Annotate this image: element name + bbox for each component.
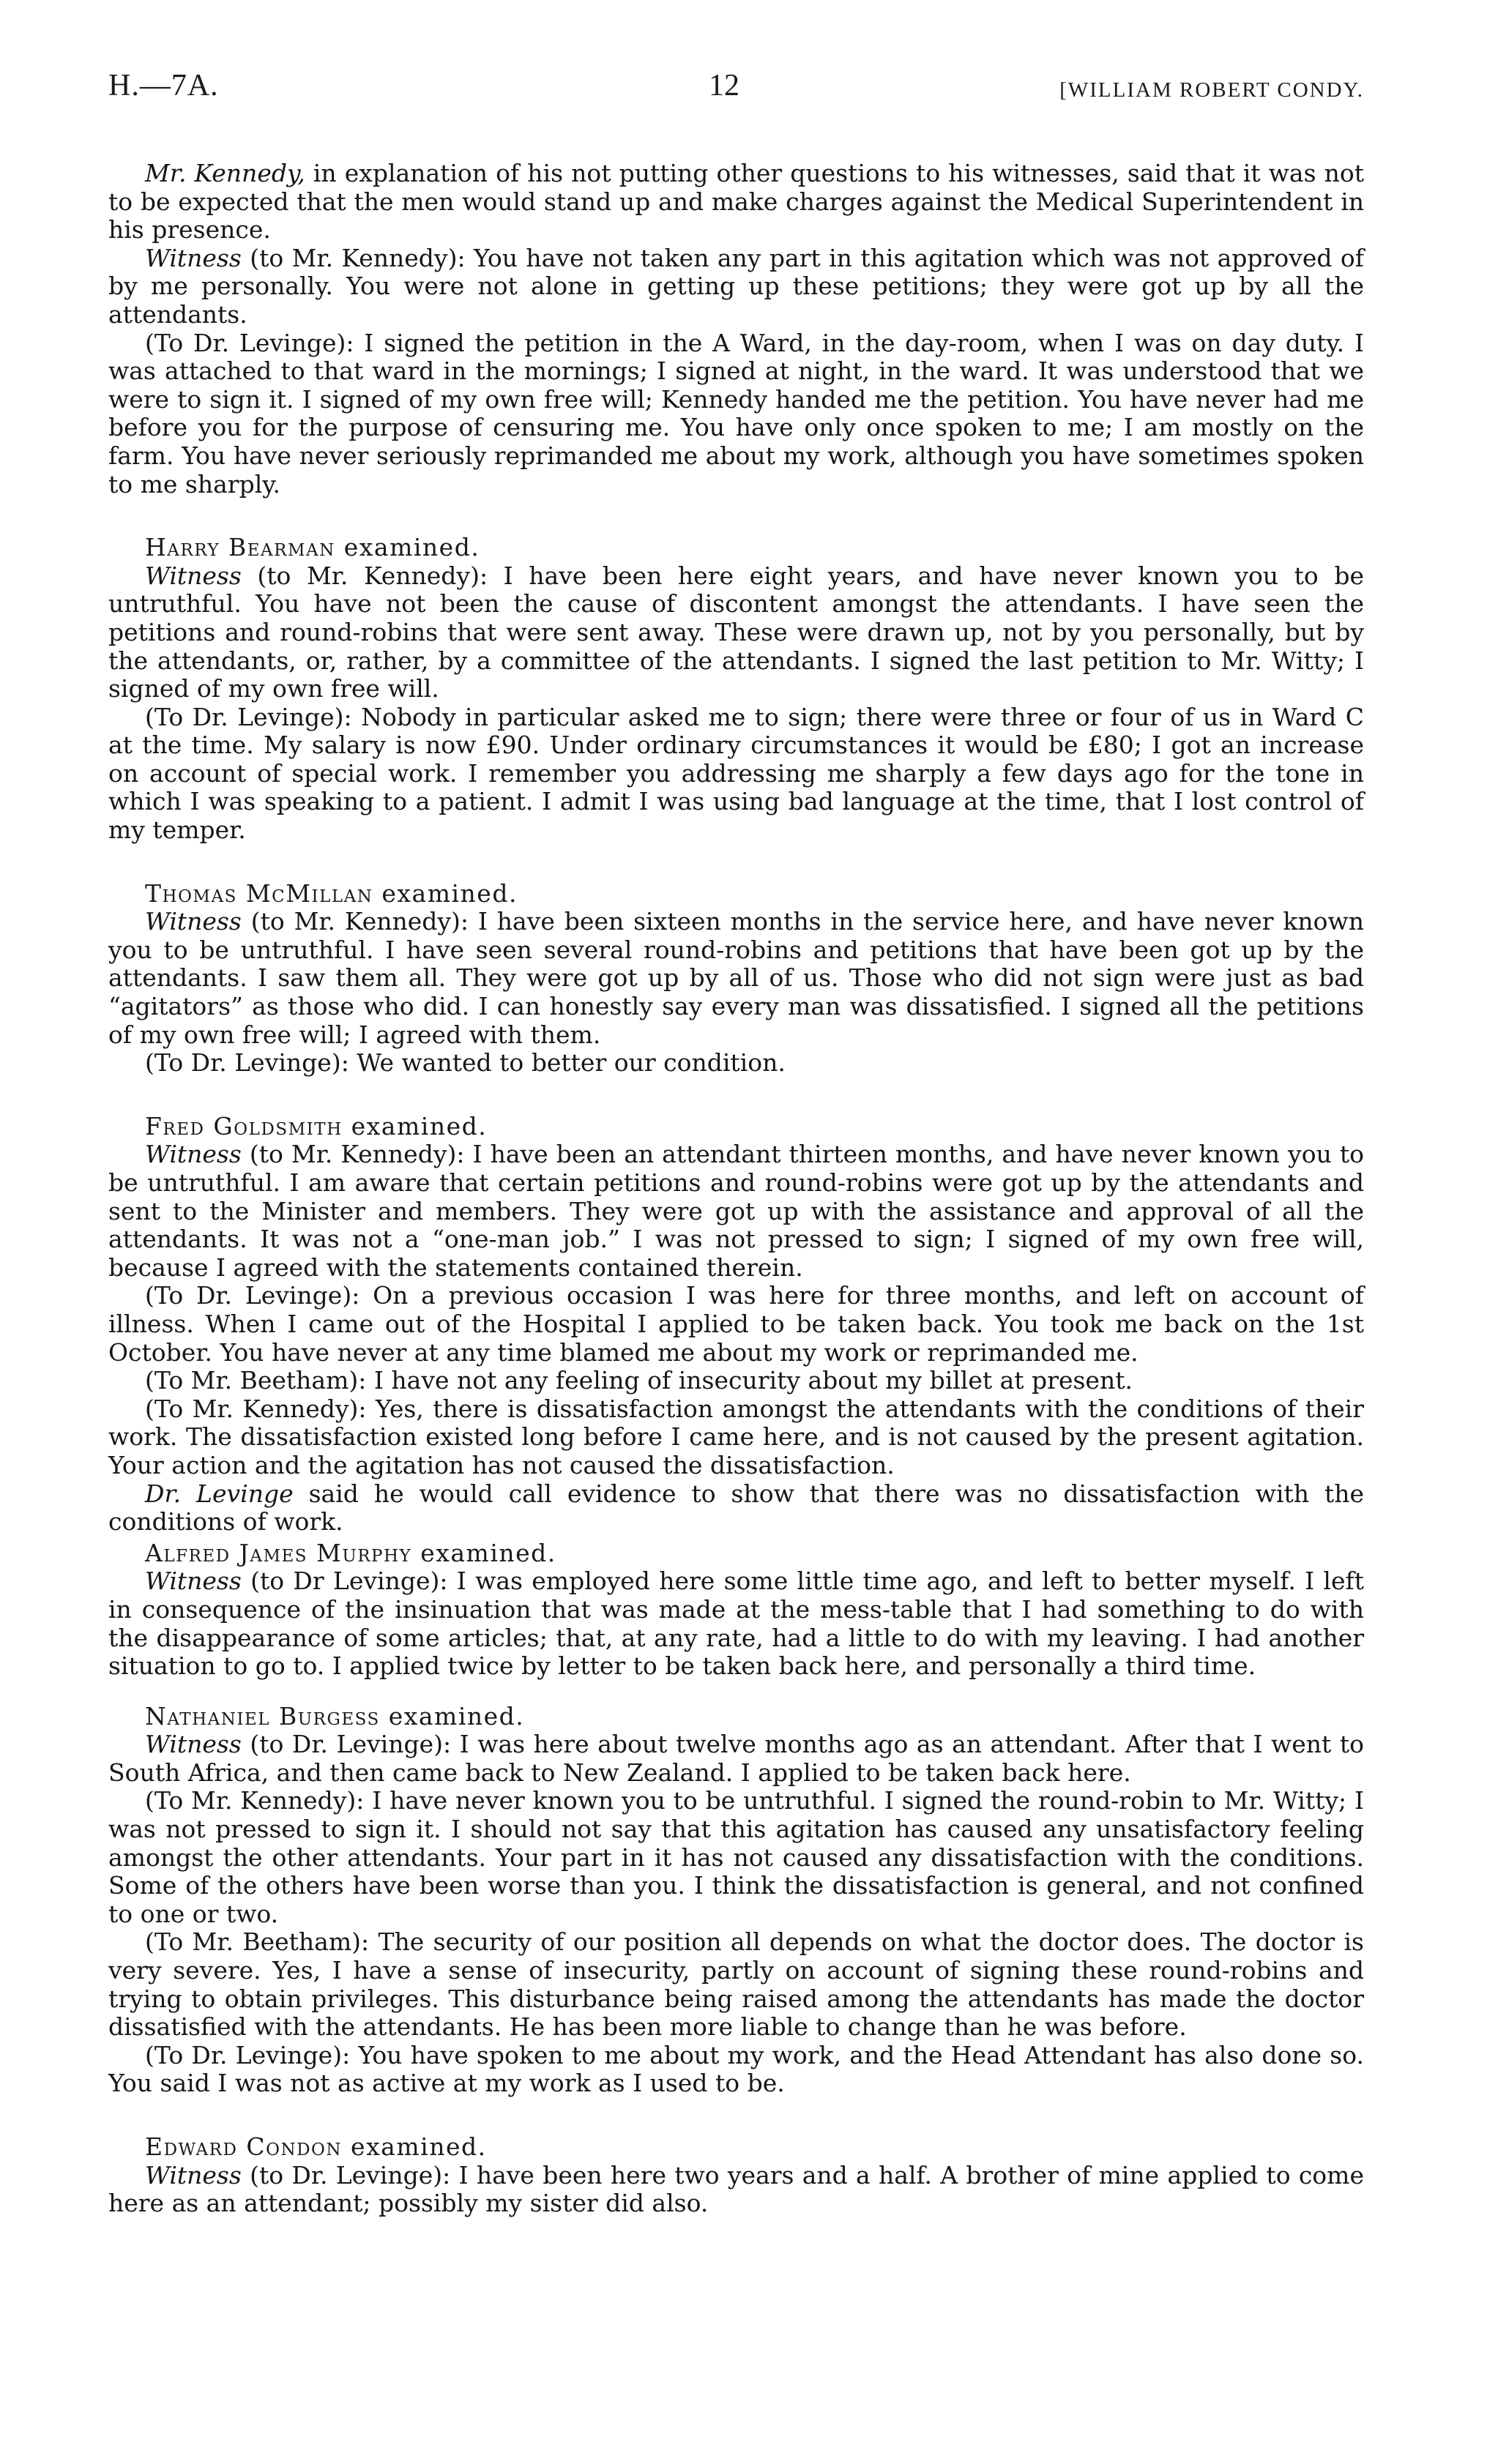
speaker-label: Witness <box>145 2160 242 2189</box>
testimony-paragraph <box>108 1395 1364 1480</box>
witness-name: Edward Condon <box>145 2132 343 2161</box>
paragraph-text: in explanation of his not putting other questions to his witnesses, said that it was not to be expected that the men would stand up and make charges against the Medical Superintendent in his presence. <box>108 159 1364 244</box>
witness-name: Thomas McMillan <box>145 878 373 908</box>
paragraph-text: (to Mr. Kennedy): You have not taken any part in this agitation which was not approved of by me personally. You were not alone in getting up these petitions; they were got up by all the attendants. <box>108 243 1364 329</box>
testimony-paragraph <box>108 1367 1364 1395</box>
witness-name: Nathaniel Burgess <box>145 1701 380 1731</box>
testimony-paragraph <box>108 160 1364 244</box>
witness-name: Fred Goldsmith <box>145 1111 343 1140</box>
witness-heading <box>108 880 1364 908</box>
witness-running-title: [WILLIAM ROBERT CONDY. <box>1059 78 1364 102</box>
testimony-paragraph <box>108 703 1364 845</box>
paragraph-text: (to Mr. Kennedy): I have been sixteen months in the service here, and have never known you to be untruthful. I have seen several round-robins and petitions that have been got up by the attendants. I saw them all. They were got up by all of us. Those who did not sign were just as bad “agitators” as those who did. I can honestly say every man was dissatisfied. I signed all the petitions of my own free will; I agreed with them. <box>108 907 1364 1049</box>
testimony-paragraph <box>108 2042 1364 2098</box>
speaker-label: Witness <box>145 1730 242 1759</box>
paragraph-text: (to Dr. Levinge): I was here about twelve months ago as an attendant. After that I went to South Africa, and then came back to New Zealand. I applied to be taken back here. <box>108 1730 1364 1787</box>
examined-label: examined. <box>343 533 480 562</box>
speaker-label: Mr. Kennedy, <box>145 159 305 187</box>
testimony-paragraph <box>108 329 1364 499</box>
running-header <box>108 69 1364 110</box>
paragraph-text: (To Dr. Levinge): We wanted to better our condition. <box>145 1048 786 1078</box>
speaker-label: Dr. Levinge <box>145 1479 294 1508</box>
testimony-paragraph <box>108 1282 1364 1367</box>
testimony-paragraph <box>108 2162 1364 2218</box>
witness-heading <box>108 2133 1364 2162</box>
examined-label: examined. <box>420 1538 556 1567</box>
witness-name: Alfred James Murphy <box>145 1538 412 1567</box>
witness-name: Harry Bearman <box>145 533 335 562</box>
testimony-paragraph <box>108 1480 1364 1537</box>
body-text <box>108 160 1364 2218</box>
testimony-paragraph <box>108 1567 1364 1680</box>
examined-label: examined. <box>381 878 518 908</box>
speaker-label: Witness <box>145 1567 242 1596</box>
testimony-paragraph <box>108 1928 1364 2041</box>
speaker-label: Witness <box>145 243 242 272</box>
testimony-paragraph <box>108 244 1364 329</box>
witness-heading <box>108 1113 1364 1141</box>
testimony-paragraph <box>108 1787 1364 1928</box>
examined-label: examined. <box>351 2132 487 2161</box>
examined-label: examined. <box>351 1111 488 1140</box>
paragraph-text: (To Mr. Kennedy): I have never known you to be untruthful. I signed the round-robin to Mr. Witty; I was not pressed to sign it. I should not say that this agitation has caused any unsatisfactory feeling amongst the other attendants. Your part in it has not caused any dissatisfaction with the conditions. Some of the others have been worse than you. I think the dissatisfaction is general, and not confined to one or two. <box>108 1786 1364 1928</box>
paragraph-text: (To Dr. Levinge): You have spoken to me about my work, and the Head Attendant has also done so. You said I was not as active at my work as I used to be. <box>108 2040 1364 2098</box>
testimony-paragraph <box>108 908 1364 1049</box>
examined-label: examined. <box>388 1701 525 1731</box>
report-reference: H.—7A. <box>108 69 219 102</box>
testimony-paragraph <box>108 1049 1364 1078</box>
witness-heading <box>108 534 1364 562</box>
testimony-paragraph <box>108 562 1364 703</box>
paragraph-text: (To Mr. Beetham): The security of our position all depends on what the doctor does. The doctor is very severe. Yes, I have a sense of insecurity, partly on account of signing these round-robins and trying to obtain privileges. This disturbance being raised among the attendants has made the doctor dissatisfied with the attendants. He has been more liable to change than he was before. <box>108 1927 1364 2042</box>
paragraph-text: (to Dr Levinge): I was employed here some little time ago, and left to better myself. I left in consequence of the insinuation that was made at the mess-table that I had something to do with the disappearance of some articles; that, at any rate, had a little to do with my leaving. I had another situation to go to. I applied twice by letter to be taken back here, and personally a third time. <box>108 1567 1364 1681</box>
paragraph-text: said he would call evidence to show that there was no dissatisfaction with the conditions of work. <box>108 1479 1365 1537</box>
testimony-paragraph <box>108 1731 1364 1787</box>
paragraph-text: (to Mr. Kennedy): I have been here eight years, and have never known you to be untruthful. You have not been the cause of discontent amongst the attendants. I have seen the petitions and round-robins that were sent away. These were drawn up, not by you personally, but by the attendants, or, rather, by a committee of the attendants. I signed the last petition to Mr. Witty; I signed of my own free will. <box>108 561 1364 703</box>
speaker-label: Witness <box>145 1140 242 1169</box>
speaker-label: Witness <box>145 907 242 936</box>
witness-heading <box>108 1703 1364 1731</box>
paragraph-text: (To Mr. Beetham): I have not any feeling of insecurity about my billet at present. <box>145 1366 1133 1395</box>
paragraph-text: (To Dr. Levinge): Nobody in particular asked me to sign; there were three or four of us in Ward C at the time. My salary is now £90. Under ordinary circumstances it would be £80; I got an increase on account of special work. I remember you addressing me sharply a few days ago for the tone in which I was speaking to a patient. I admit I was using bad language at the time, that I lost control of my temper. <box>108 702 1364 845</box>
testimony-paragraph <box>108 1140 1364 1282</box>
page-number: 12 <box>709 69 739 102</box>
witness-heading <box>108 1539 1364 1568</box>
paragraph-text: (to Dr. Levinge): I have been here two years and a half. A brother of mine applied to come here as an attendant; possibly my sister did also. <box>108 2160 1364 2218</box>
paragraph-text: (To Mr. Kennedy): Yes, there is dissatisfaction amongst the attendants with the conditions of their work. The dissatisfaction existed long before I came here, and is not caused by the present agitation. Your action and the agitation has not caused the dissatisfaction. <box>108 1394 1364 1479</box>
speaker-label: Witness <box>145 561 242 590</box>
paragraph-text: (To Dr. Levinge): I signed the petition in the A Ward, in the day-room, when I was on day duty. I was attached to that ward in the mornings; I signed at night, in the ward. It was understood that we were to sign it. I signed of my own free will; Kennedy handed me the petition. You have never had me before you for the purpose of censuring me. You have only once spoken to me; I am mostly on the farm. You have never seriously reprimanded me about my work, although you have sometimes spoken to me sharply. <box>108 328 1364 499</box>
paragraph-text: (to Mr. Kennedy): I have been an attendant thirteen months, and have never known you to be untruthful. I am aware that certain petitions and round-robins were got up by the attendants and sent to the Minister and members. They were got up with the assistance and approval of all the attendants. It was not a “one-man job.” I was not pressed to sign; I signed of my own free will, because I agreed with the statements contained therein. <box>108 1140 1364 1282</box>
paragraph-text: (To Dr. Levinge): On a previous occasion I was here for three months, and left on account of illness. When I came out of the Hospital I applied to be taken back. You took me back on the 1st October. You have never at any time blamed me about my work or reprimanded me. <box>108 1281 1364 1367</box>
